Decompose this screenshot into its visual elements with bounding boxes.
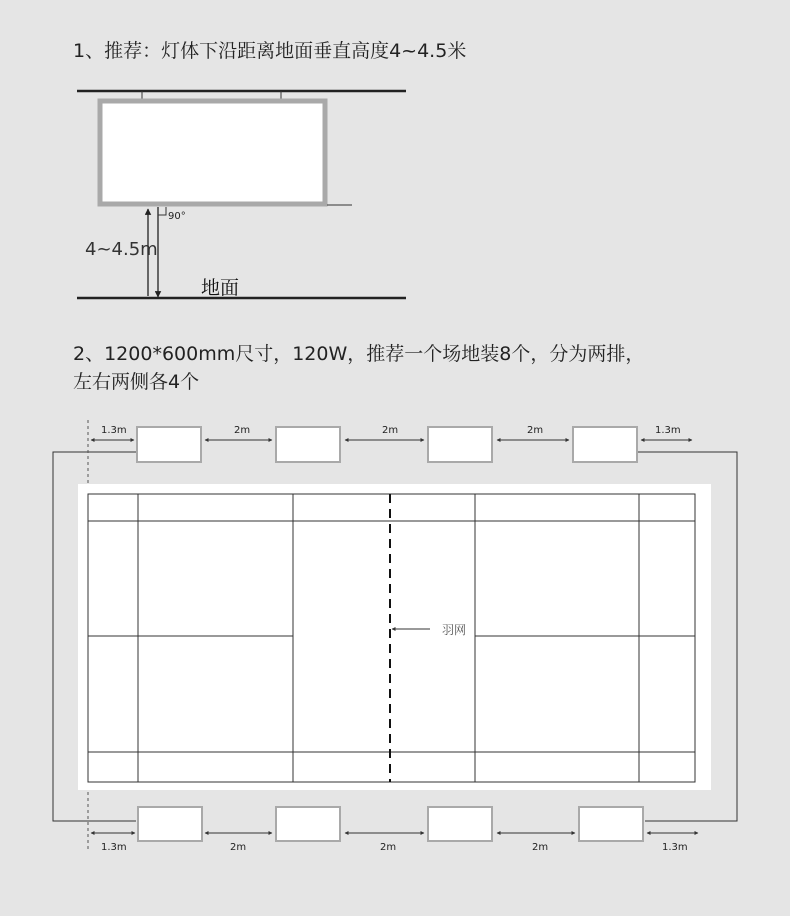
section1-heading: 1、推荐：灯体下沿距离地面垂直高度4~4.5米 [73, 40, 467, 62]
top-dim-4: 2m [527, 425, 544, 436]
light-top-2 [276, 427, 340, 462]
light-bottom-1 [138, 807, 202, 841]
court-layout-diagram [53, 420, 737, 853]
right-angle-marker [158, 207, 166, 215]
top-dim-5: 1.3m [655, 425, 681, 436]
top-dim-1: 1.3m [101, 425, 127, 436]
light-top-3 [428, 427, 492, 462]
ground-label: 地面 [201, 277, 240, 299]
bottom-dim-4: 2m [532, 842, 549, 853]
height-label: 4~4.5m [85, 239, 158, 260]
light-bottom-3 [428, 807, 492, 841]
section2-heading-line1: 2、1200*600mm尺寸，120W，推荐一个场地装8个，分为两排， [73, 343, 645, 365]
section2-heading-line2: 左右两侧各4个 [73, 371, 200, 393]
court-background [78, 484, 711, 790]
bottom-dim-3: 2m [380, 842, 397, 853]
top-dim-3: 2m [382, 425, 399, 436]
light-panel [100, 101, 325, 204]
light-top-4 [573, 427, 637, 462]
light-bottom-4 [579, 807, 643, 841]
angle-label: 90° [168, 211, 186, 222]
light-bottom-2 [276, 807, 340, 841]
light-top-1 [137, 427, 201, 462]
bottom-dim-5: 1.3m [662, 842, 688, 853]
bottom-dim-2: 2m [230, 842, 247, 853]
bottom-dim-1: 1.3m [101, 842, 127, 853]
net-label: 羽网 [442, 623, 467, 637]
top-dim-2: 2m [234, 425, 251, 436]
